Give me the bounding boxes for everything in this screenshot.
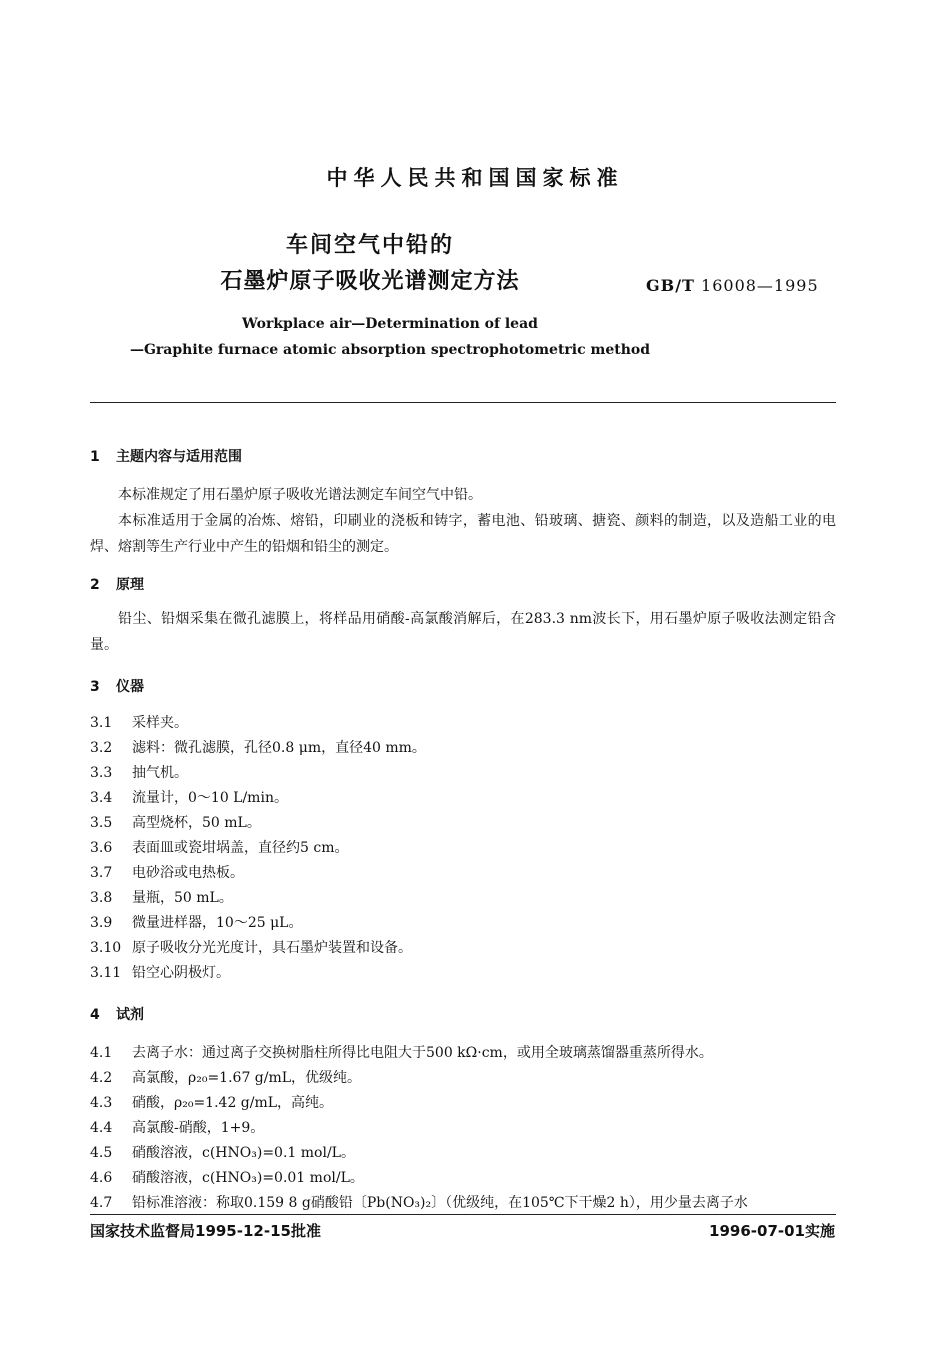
implementation-date: 1996-07-01实施 xyxy=(709,1222,835,1240)
section-heading-3 xyxy=(90,676,144,696)
section-2-paragraph-1: 铅尘、铅烟采集在微孔滤膜上，将样品用硝酸-高氯酸消解后，在283.3 nm波长下，用石墨炉原子吸收法测定铅含量。 xyxy=(90,611,836,653)
list-item: 3.10 原子吸收分光光度计，具石墨炉装置和设备。 xyxy=(90,940,412,956)
title-line-1: 车间空气中铅的 xyxy=(285,233,454,258)
country-standard-header: 中华人民共和国国家标准 xyxy=(326,166,624,190)
section-number: 3 xyxy=(90,679,100,695)
list-item: 4.4 高氯酸-硝酸，1+9。 xyxy=(90,1120,265,1136)
footer-divider xyxy=(90,1214,836,1215)
approval-info: 国家技术监督局1995-12-15批准 xyxy=(90,1222,321,1240)
section-number: 4 xyxy=(90,1007,100,1023)
list-item: 4.6 硝酸溶液，c(HNO₃)=0.01 mol/L。 xyxy=(90,1170,364,1186)
section-1-paragraph-2: 本标准适用于金属的冶炼、熔铅，印刷业的浇板和铸字，蓄电池、铅玻璃、搪瓷、颜料的制造，以及造船工业的电焊、熔割等生产行业中产生的铅烟和铅尘的测定。 xyxy=(90,513,836,555)
list-item: 3.4 流量计，0～10 L/min。 xyxy=(90,790,288,806)
list-item: 3.1 采样夹。 xyxy=(90,715,188,731)
list-item: 3.6 表面皿或瓷坩埚盖，直径约5 cm。 xyxy=(90,840,349,856)
list-item: 4.5 硝酸溶液，c(HNO₃)=0.1 mol/L。 xyxy=(90,1145,355,1161)
list-item: 3.8 量瓶，50 mL。 xyxy=(90,890,233,906)
section-title: 试剂 xyxy=(116,1007,144,1023)
section-heading-1 xyxy=(90,446,242,466)
standard-code: 16008—1995 xyxy=(701,276,819,295)
section-heading-4 xyxy=(90,1004,144,1024)
list-item: 3.9 微量进样器，10～25 μL。 xyxy=(90,915,303,931)
section-title: 仪器 xyxy=(116,679,144,695)
list-item: 4.7 铅标准溶液：称取0.159 8 g硝酸铅〔Pb(NO₃)₂〕（优级纯，在105℃下干燥2 h），用少量去离子水 xyxy=(90,1195,748,1211)
list-item: 3.11 铅空心阴极灯。 xyxy=(90,965,230,981)
section-title: 主题内容与适用范围 xyxy=(116,449,242,465)
section-title: 原理 xyxy=(116,577,144,593)
standard-prefix: GB/T xyxy=(646,276,695,295)
list-item: 3.5 高型烧杯，50 mL。 xyxy=(90,815,261,831)
section-number: 1 xyxy=(90,449,100,465)
title-line-2: 石墨炉原子吸收光谱测定方法 xyxy=(220,269,520,294)
list-item: 3.3 抽气机。 xyxy=(90,765,188,781)
standard-number xyxy=(646,276,819,295)
english-title-line-2: —Graphite furnace atomic absorption spectrophotometric method xyxy=(129,342,651,358)
list-item: 4.3 硝酸，ρ₂₀=1.42 g/mL，高纯。 xyxy=(90,1095,334,1111)
english-title-line-1: Workplace air—Determination of lead xyxy=(242,316,538,332)
section-heading-2 xyxy=(90,574,144,594)
header-divider xyxy=(90,402,836,403)
section-number: 2 xyxy=(90,577,100,593)
list-item: 3.2 滤料：微孔滤膜，孔径0.8 μm，直径40 mm。 xyxy=(90,740,426,756)
list-item: 4.2 高氯酸，ρ₂₀=1.67 g/mL，优级纯。 xyxy=(90,1070,362,1086)
section-1-paragraph-1: 本标准规定了用石墨炉原子吸收光谱法测定车间空气中铅。 xyxy=(118,487,482,503)
list-item: 3.7 电砂浴或电热板。 xyxy=(90,865,244,881)
list-item: 4.1 去离子水：通过离子交换树脂柱所得比电阻大于500 kΩ·cm，或用全玻璃蒸馏器重蒸所得水。 xyxy=(90,1045,713,1061)
